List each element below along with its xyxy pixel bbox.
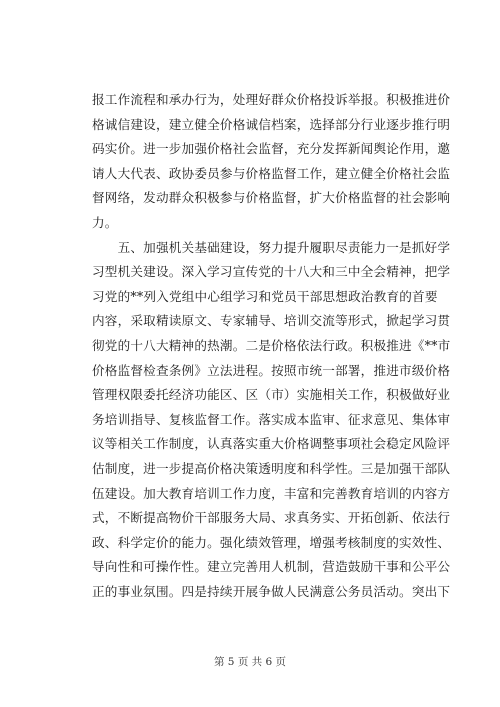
text-line: 议等相关工作制度，认真落实重大价格调整事项社会稳定风险评 xyxy=(92,436,451,452)
text-line: 请人大代表、政协委员参与价格监督工作，建立健全价格社会监 xyxy=(92,165,451,181)
text-line: 务培训指导、复核监督工作。落实成本监审、征求意见、集体审 xyxy=(92,411,451,427)
text-line: 内容，采取精读原文、专家辅导、培训交流等形式，掀起学习贯 xyxy=(92,313,451,329)
text-line: 价格监督检查条例》立法进程。按照市统一部署，推进市级价格 xyxy=(92,362,451,378)
text-line: 码实价。进一步加强价格社会监督，充分发挥新闻舆论作用，邀 xyxy=(92,141,451,157)
text-line: 力。 xyxy=(92,214,118,230)
text-line: 习党的**列入党组中心组学习和党员干部思想政治教育的首要 xyxy=(92,288,438,304)
text-line: 格诚信建设，建立健全价格诚信档案，选择部分行业逐步推行明 xyxy=(92,116,451,132)
text-line: 正的事业氛围。四是持续开展争做人民满意公务员活动。突出下 xyxy=(92,583,451,599)
text-line: 五、加强机关基础建设，努力提升履职尽责能力一是抓好学 xyxy=(92,239,451,255)
page-number-footer: 第 5 页 共 6 页 xyxy=(213,656,287,668)
body-text xyxy=(92,88,451,604)
text-line: 习型机关建设。深入学习宣传党的十八大和三中全会精神，把学 xyxy=(92,264,451,280)
text-line: 彻党的十八大精神的热潮。二是价格依法行政。积极推进《**市 xyxy=(92,337,451,353)
text-line: 政、科学定价的能力。强化绩效管理，增强考核制度的实效性、 xyxy=(92,534,451,550)
text-line: 管理权限委托经济功能区、区（市）实施相关工作，积极做好业 xyxy=(92,387,451,403)
text-line: 报工作流程和承办行为，处理好群众价格投诉举报。积极推进价 xyxy=(92,92,451,107)
text-line: 式，不断提高物价干部服务大局、求真务实、开拓创新、依法行 xyxy=(92,510,451,526)
text-line: 导向性和可操作性。建立完善用人机制，营造鼓励干事和公平公 xyxy=(92,559,451,575)
text-line: 督网络，发动群众积极参与价格监督，扩大价格监督的社会影响 xyxy=(92,190,451,206)
text-line: 估制度，进一步提高价格决策透明度和科学性。三是加强干部队 xyxy=(92,460,451,476)
text-line: 伍建设。加大教育培训工作力度，丰富和完善教育培训的内容方 xyxy=(92,485,451,501)
